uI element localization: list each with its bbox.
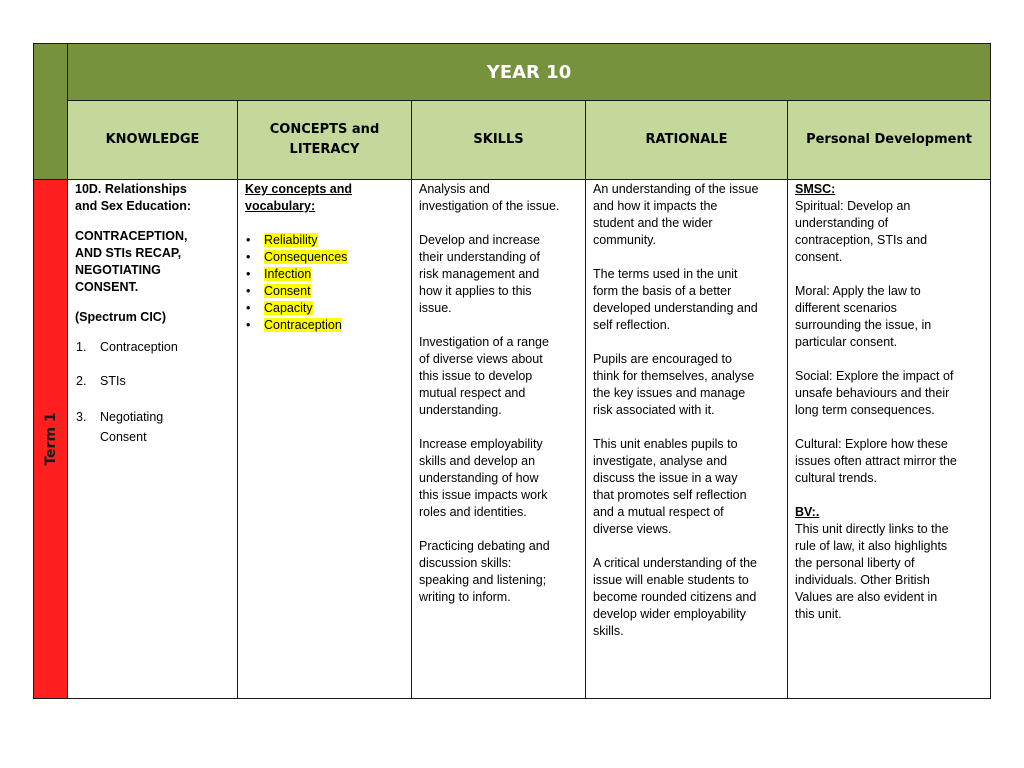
skills-line: mutual respect and — [419, 386, 526, 400]
rationale-line: issue will enable students to — [593, 573, 749, 587]
vocab-term: Infection — [264, 267, 312, 281]
social-line: unsafe behaviours and their — [795, 386, 950, 400]
rationale-line: diverse views. — [593, 522, 672, 536]
vocab-item — [245, 249, 405, 266]
bv-line: Values are also evident in — [795, 590, 938, 604]
rationale-line: and a mutual respect of — [593, 505, 724, 519]
vocab-term: Capacity — [264, 301, 313, 315]
header-personal-development-label: Personal Development — [806, 132, 972, 147]
rationale-line: An understanding of the issue — [593, 182, 759, 196]
header-rationale-label: RATIONALE — [645, 132, 728, 147]
vocab-item — [245, 317, 405, 334]
topic-number: 2. — [76, 374, 87, 388]
unit-title-line1: 10D. Relationships — [75, 182, 187, 196]
topic-number: 3. — [76, 410, 87, 424]
header-knowledge — [68, 101, 238, 179]
topic-text-line2: Consent — [100, 430, 147, 444]
bv-line: rule of law, it also highlights — [795, 539, 948, 553]
rationale-line: think for themselves, analyse — [593, 369, 755, 383]
year-header — [68, 44, 990, 101]
moral-line: surrounding the issue, in — [795, 318, 932, 332]
term-label: Term 1 — [42, 412, 59, 466]
knowledge-cell — [68, 180, 238, 698]
topic-list — [75, 339, 231, 447]
skills-line: Investigation of a range — [419, 335, 549, 349]
moral-line: different scenarios — [795, 301, 897, 315]
rationale-line: become rounded citizens and — [593, 590, 757, 604]
header-skills-label: SKILLS — [473, 132, 524, 147]
skills-line: Practicing debating and — [419, 539, 550, 553]
spiritual-line: contraception, STIs and — [795, 233, 928, 247]
rationale-line: Pupils are encouraged to — [593, 352, 732, 366]
rationale-line: This unit enables pupils to — [593, 437, 738, 451]
bv-line: the personal liberty of — [795, 556, 915, 570]
skills-line: understanding of how — [419, 471, 539, 485]
skills-line: speaking and listening; — [419, 573, 547, 587]
curriculum-table — [33, 43, 991, 699]
bv-heading: BV:. — [795, 505, 820, 519]
concepts-heading-line2: vocabulary: — [245, 199, 316, 213]
concepts-heading-line1: Key concepts and — [245, 182, 352, 196]
topic-text: Negotiating — [100, 410, 164, 424]
cultural-line: Cultural: Explore how these — [795, 437, 948, 451]
spiritual-line: Spiritual: Develop an — [795, 199, 911, 213]
moral-line: particular consent. — [795, 335, 898, 349]
rationale-line: investigate, analyse and — [593, 454, 728, 468]
vocab-term: Consent — [264, 284, 311, 298]
unit-title-line2: and Sex Education: — [75, 199, 191, 213]
header-personal-development — [788, 101, 990, 179]
bv-line: This unit directly links to the — [795, 522, 949, 536]
focus-line1: CONTRACEPTION, — [75, 229, 188, 243]
header-skills — [412, 101, 586, 179]
skills-line: writing to inform. — [419, 590, 511, 604]
rationale-line: that promotes self reflection — [593, 488, 747, 502]
vocab-item — [245, 266, 405, 283]
skills-cell — [412, 180, 586, 698]
skills-line: of diverse views about — [419, 352, 543, 366]
rationale-line: the key issues and manage — [593, 386, 746, 400]
skills-line: this issue impacts work — [419, 488, 548, 502]
rationale-line: discuss the issue in a way — [593, 471, 738, 485]
personal-development-cell — [788, 180, 990, 698]
skills-line: roles and identities. — [419, 505, 527, 519]
header-concepts-line1: CONCEPTS and — [269, 122, 380, 137]
rationale-line: self reflection. — [593, 318, 671, 332]
vocabulary-list — [245, 232, 405, 334]
rationale-line: develop wider employability — [593, 607, 746, 621]
spiritual-line: consent. — [795, 250, 843, 264]
year-title: YEAR 10 — [486, 61, 572, 83]
rationale-line: A critical understanding of the — [593, 556, 757, 570]
term-strip — [34, 179, 68, 698]
header-concepts-line2: LITERACY — [289, 142, 360, 157]
topic-item — [75, 373, 231, 390]
skills-line: risk management and — [419, 267, 540, 281]
focus-line3: NEGOTIATING — [75, 263, 161, 277]
topic-item — [75, 407, 231, 447]
strip-header-blank — [34, 44, 68, 179]
skills-line: understanding. — [419, 403, 502, 417]
skills-line: how it applies to this — [419, 284, 532, 298]
topic-text: STIs — [100, 374, 126, 388]
vocab-item — [245, 283, 405, 300]
header-concepts — [238, 101, 412, 179]
smsc-heading: SMSC: — [795, 182, 836, 196]
rationale-line: community. — [593, 233, 656, 247]
cultural-line: cultural trends. — [795, 471, 877, 485]
header-knowledge-label: KNOWLEDGE — [105, 132, 200, 147]
rationale-line: developed understanding and — [593, 301, 758, 315]
topic-number: 1. — [76, 340, 87, 354]
rationale-line: risk associated with it. — [593, 403, 715, 417]
skills-line: skills and develop an — [419, 454, 536, 468]
skills-line: Develop and increase — [419, 233, 540, 247]
concepts-cell — [238, 180, 412, 698]
skills-line: investigation of the issue. — [419, 199, 560, 213]
rationale-line: skills. — [593, 624, 624, 638]
spectrum-label: (Spectrum CIC) — [75, 310, 166, 324]
vocab-term: Reliability — [264, 233, 318, 247]
focus-line4: CONSENT. — [75, 280, 139, 294]
cultural-line: issues often attract mirror the — [795, 454, 957, 468]
rationale-line: and how it impacts the — [593, 199, 718, 213]
vocab-term: Consequences — [264, 250, 348, 264]
topic-text: Contraception — [100, 340, 178, 354]
header-rationale — [586, 101, 788, 179]
vocab-term: Contraception — [264, 318, 342, 332]
rationale-cell — [586, 180, 788, 698]
bv-line: individuals. Other British — [795, 573, 930, 587]
moral-line: Moral: Apply the law to — [795, 284, 921, 298]
vocab-item — [245, 232, 405, 249]
skills-line: their understanding of — [419, 250, 540, 264]
skills-line: issue. — [419, 301, 452, 315]
skills-line: this issue to develop — [419, 369, 533, 383]
focus-line2: AND STIs RECAP, — [75, 246, 182, 260]
skills-line: Analysis and — [419, 182, 490, 196]
rationale-line: form the basis of a better — [593, 284, 732, 298]
skills-line: discussion skills: — [419, 556, 512, 570]
social-line: Social: Explore the impact of — [795, 369, 954, 383]
rationale-line: The terms used in the unit — [593, 267, 738, 281]
topic-item — [75, 339, 231, 356]
skills-line: Increase employability — [419, 437, 543, 451]
spiritual-line: understanding of — [795, 216, 889, 230]
social-line: long term consequences. — [795, 403, 935, 417]
bv-line: this unit. — [795, 607, 842, 621]
vocab-item — [245, 300, 405, 317]
rationale-line: student and the wider — [593, 216, 713, 230]
